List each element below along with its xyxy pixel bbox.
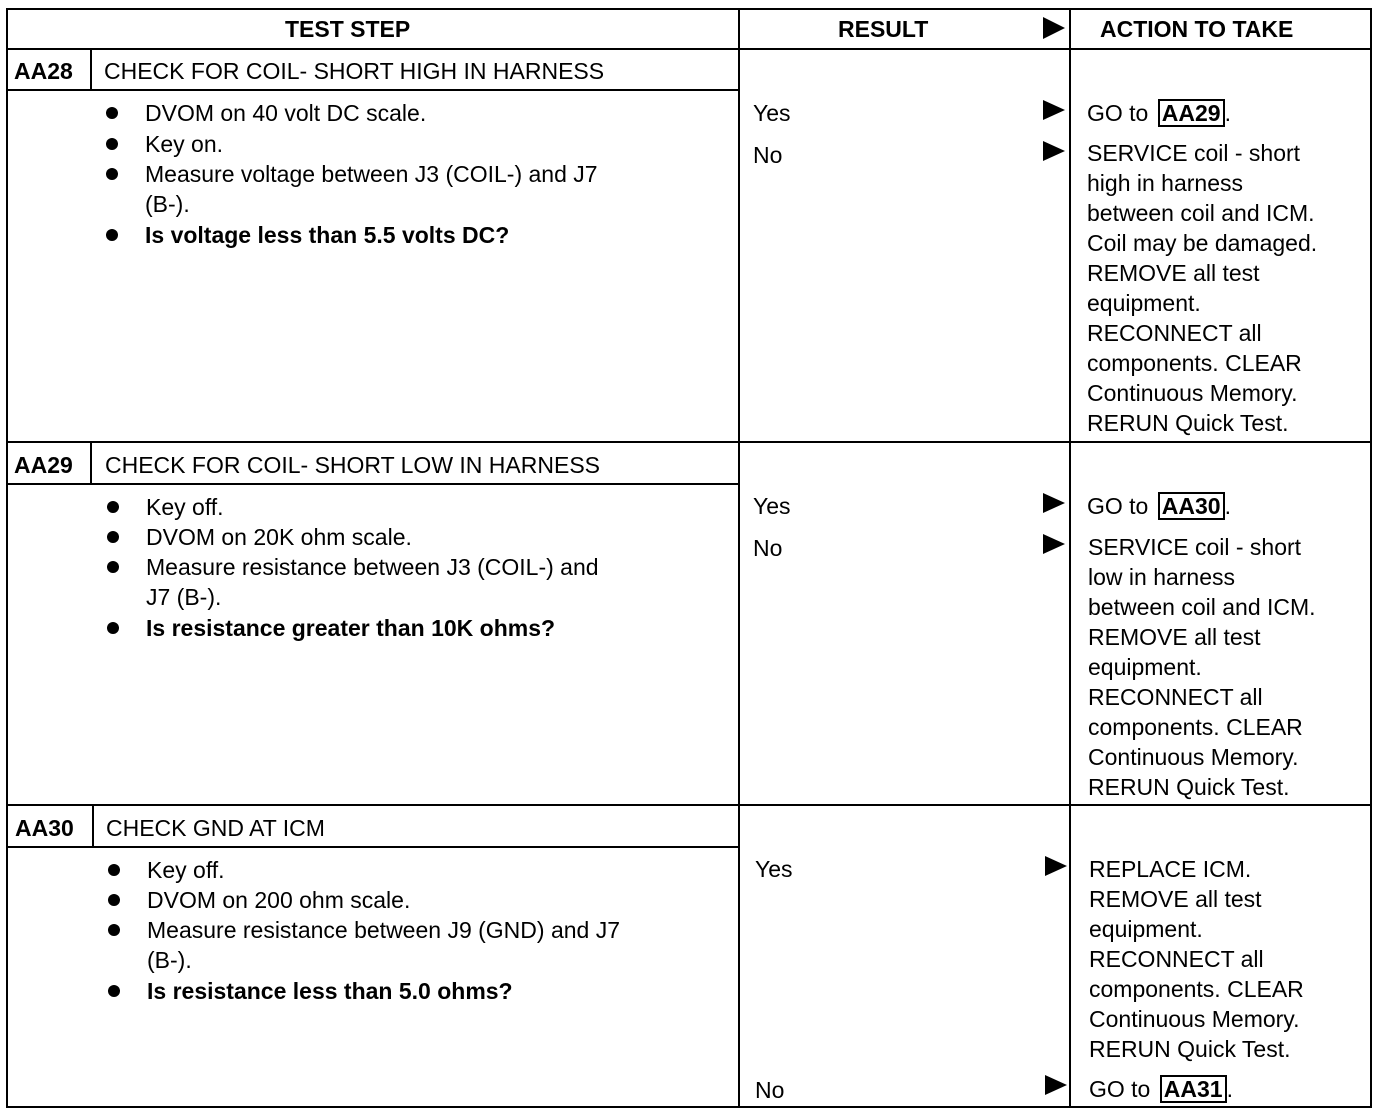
step-bullet-continuation: (B-). — [145, 191, 190, 217]
header-result: RESULT — [838, 16, 929, 42]
action-line: components. CLEAR — [1088, 714, 1303, 740]
action-line: RECONNECT all — [1089, 946, 1264, 972]
bullet-icon — [106, 138, 118, 150]
step-id: AA30 — [15, 815, 74, 841]
action-line: RERUN Quick Test. — [1089, 1036, 1291, 1062]
action-line: between coil and ICM. — [1088, 594, 1316, 620]
result-label: Yes — [753, 493, 791, 519]
action-line: components. CLEAR — [1089, 976, 1304, 1002]
step-bullet: Measure resistance between J9 (GND) and J7 — [147, 917, 620, 943]
action-goto — [1089, 1074, 1233, 1104]
action-line: REMOVE all test — [1089, 886, 1262, 912]
bullet-icon — [108, 985, 120, 997]
step-bullet: Measure voltage between J3 (COIL-) and J7 — [145, 161, 598, 187]
step-question: Is voltage less than 5.5 volts DC? — [145, 222, 510, 248]
step-title-divider — [6, 89, 739, 91]
step-question: Is resistance less than 5.0 ohms? — [147, 978, 513, 1004]
bullet-icon — [108, 864, 120, 876]
action-line: equipment. — [1087, 290, 1201, 316]
result-arrow-icon — [1043, 141, 1065, 161]
result-label: No — [755, 1077, 785, 1103]
result-arrow-icon — [1043, 493, 1065, 513]
column-divider-action — [1069, 8, 1071, 1108]
step-title-divider — [6, 846, 739, 848]
result-label: Yes — [755, 856, 793, 882]
action-goto — [1087, 98, 1231, 128]
step-title: CHECK GND AT ICM — [106, 815, 325, 841]
action-text — [1089, 854, 1304, 1064]
column-divider-result — [738, 8, 740, 1108]
action-goto-suffix: . — [1224, 100, 1231, 126]
table-border-top — [6, 8, 1372, 10]
step-bullet: DVOM on 200 ohm scale. — [147, 887, 411, 913]
result-label: No — [753, 142, 783, 168]
step-bullet-continuation: J7 (B-). — [146, 584, 222, 610]
step-divider — [6, 441, 1372, 443]
step-bullet-continuation: (B-). — [147, 947, 192, 973]
action-line: high in harness — [1087, 170, 1243, 196]
step-bullet: Key off. — [147, 857, 225, 883]
action-goto-prefix: GO to — [1087, 493, 1149, 519]
action-goto-prefix: GO to — [1087, 100, 1149, 126]
bullet-icon — [107, 531, 119, 543]
step-id-divider — [92, 804, 94, 847]
table-border-left — [6, 8, 8, 1108]
action-line: Continuous Memory. — [1088, 744, 1299, 770]
bullet-icon — [106, 107, 118, 119]
result-label: Yes — [753, 100, 791, 126]
action-line: RECONNECT all — [1087, 320, 1262, 346]
step-bullet: Key on. — [145, 131, 223, 157]
step-id: AA28 — [14, 58, 73, 84]
step-id: AA29 — [14, 452, 73, 478]
result-arrow-icon — [1043, 534, 1065, 554]
header-action: ACTION TO TAKE — [1100, 16, 1294, 42]
result-arrow-icon — [1045, 1075, 1067, 1095]
result-label: No — [753, 535, 783, 561]
action-line: equipment. — [1089, 916, 1203, 942]
header-test-step: TEST STEP — [285, 16, 411, 42]
step-reference: AA30 — [1158, 492, 1225, 520]
action-line: REPLACE ICM. — [1089, 856, 1252, 882]
action-line: REMOVE all test — [1088, 624, 1261, 650]
bullet-icon — [107, 561, 119, 573]
bullet-icon — [107, 501, 119, 513]
action-line: REMOVE all test — [1087, 260, 1260, 286]
action-text — [1088, 532, 1316, 802]
step-bullet: Measure resistance between J3 (COIL-) and — [146, 554, 599, 580]
action-line: SERVICE coil - short — [1088, 534, 1302, 560]
action-text — [1087, 138, 1317, 438]
header-divider — [6, 48, 1372, 50]
step-question: Is resistance greater than 10K ohms? — [146, 615, 556, 641]
step-reference: AA29 — [1158, 99, 1225, 127]
bullet-icon — [106, 168, 118, 180]
action-line: RERUN Quick Test. — [1088, 774, 1290, 800]
result-arrow-icon — [1043, 100, 1065, 120]
table-border-right — [1370, 8, 1372, 1108]
step-bullet: Key off. — [146, 494, 224, 520]
action-goto-suffix: . — [1224, 493, 1231, 519]
bullet-icon — [108, 894, 120, 906]
header-arrow-icon — [1043, 17, 1065, 39]
action-line: RERUN Quick Test. — [1087, 410, 1289, 436]
action-line: Continuous Memory. — [1089, 1006, 1300, 1032]
action-line: Continuous Memory. — [1087, 380, 1298, 406]
step-title: CHECK FOR COIL- SHORT LOW IN HARNESS — [105, 452, 600, 478]
step-title-divider — [6, 483, 739, 485]
action-goto — [1087, 491, 1231, 521]
step-bullet: DVOM on 40 volt DC scale. — [145, 100, 427, 126]
action-line: SERVICE coil - short — [1087, 140, 1301, 166]
action-line: between coil and ICM. — [1087, 200, 1315, 226]
bullet-icon — [106, 229, 118, 241]
result-arrow-icon — [1045, 856, 1067, 876]
action-goto-suffix: . — [1226, 1076, 1233, 1102]
bullet-icon — [108, 924, 120, 936]
action-line: components. CLEAR — [1087, 350, 1302, 376]
step-id-divider — [90, 48, 92, 90]
step-id-divider — [90, 441, 92, 484]
action-line: low in harness — [1088, 564, 1236, 590]
bullet-icon — [107, 622, 119, 634]
action-line: Coil may be damaged. — [1087, 230, 1318, 256]
step-title: CHECK FOR COIL- SHORT HIGH IN HARNESS — [104, 58, 605, 84]
step-bullet: DVOM on 20K ohm scale. — [146, 524, 412, 550]
table-border-bottom — [6, 1106, 1372, 1108]
action-line: equipment. — [1088, 654, 1202, 680]
step-divider — [6, 804, 1372, 806]
step-reference: AA31 — [1160, 1075, 1227, 1103]
action-line: RECONNECT all — [1088, 684, 1263, 710]
action-goto-prefix: GO to — [1089, 1076, 1151, 1102]
